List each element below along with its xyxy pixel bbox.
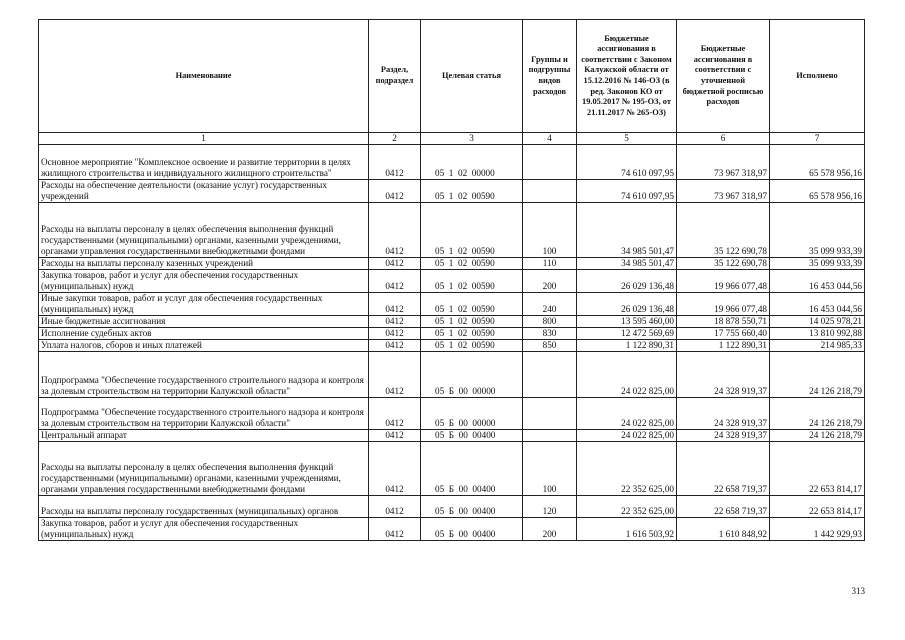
row-law-amount: 24 022 825,00: [577, 352, 677, 398]
row-name: Иные закупки товаров, работ и услуг для обеспечения государственных (муниципальных) нужд: [39, 293, 369, 316]
row-target-article: 05 1 02 00590: [421, 316, 523, 328]
table-row: [39, 270, 865, 293]
table-row: [39, 352, 865, 398]
row-refined-amount: 17 755 660,40: [677, 328, 770, 340]
column-number: 4: [523, 133, 577, 145]
row-executed-amount: 16 453 044,56: [770, 270, 865, 293]
row-executed-amount: 65 578 956,16: [770, 145, 865, 180]
table-row: [39, 316, 865, 328]
row-executed-amount: 13 810 992,88: [770, 328, 865, 340]
row-law-amount: 22 352 625,00: [577, 442, 677, 496]
table-row: [39, 518, 865, 541]
row-executed-amount: 24 126 218,79: [770, 352, 865, 398]
row-name: Иные бюджетные ассигнования: [39, 316, 369, 328]
row-name: Расходы на выплаты персоналу в целях обеспечения выполнения функций государственными (муниципальными) органами, казенными учреждениями, органами управления государственными внебюджетными фондами: [39, 203, 369, 258]
row-executed-amount: 1 442 929,93: [770, 518, 865, 541]
row-expense-group: [523, 352, 577, 398]
row-name: Центральный аппарат: [39, 430, 369, 442]
row-section: 0412: [369, 352, 421, 398]
row-target-article: 05 Б 00 00400: [421, 518, 523, 541]
row-name: Подпрограмма "Обеспечение государственного строительного надзора и контроля за долевым строительством на территории Калужской области": [39, 398, 369, 430]
row-refined-amount: 19 966 077,48: [677, 270, 770, 293]
row-expense-group: 200: [523, 518, 577, 541]
row-name: Расходы на выплаты персоналу казенных учреждений: [39, 258, 369, 270]
table-row: [39, 340, 865, 352]
table-header-row: [39, 20, 865, 133]
row-name: Подпрограмма "Обеспечение государственного строительного надзора и контроля за долевым строительством на территории Калужской области": [39, 352, 369, 398]
table-row: [39, 293, 865, 316]
row-expense-group: [523, 145, 577, 180]
row-target-article: 05 1 02 00590: [421, 203, 523, 258]
row-law-amount: 26 029 136,48: [577, 270, 677, 293]
row-law-amount: 1 616 503,92: [577, 518, 677, 541]
row-law-amount: 22 352 625,00: [577, 496, 677, 518]
column-number-row: [39, 133, 865, 145]
row-target-article: 05 Б 00 00000: [421, 352, 523, 398]
row-law-amount: 24 022 825,00: [577, 398, 677, 430]
row-target-article: 05 Б 00 00400: [421, 442, 523, 496]
row-executed-amount: 214 985,33: [770, 340, 865, 352]
row-expense-group: 850: [523, 340, 577, 352]
header-refined: Бюджетные ассигнования в соответствии с уточненной бюджетной росписью расходов: [677, 20, 770, 133]
row-executed-amount: 35 099 933,39: [770, 258, 865, 270]
row-law-amount: 26 029 136,48: [577, 293, 677, 316]
row-refined-amount: 18 878 550,71: [677, 316, 770, 328]
table-row: [39, 398, 865, 430]
row-expense-group: 240: [523, 293, 577, 316]
row-section: 0412: [369, 145, 421, 180]
row-expense-group: 100: [523, 442, 577, 496]
row-target-article: 05 Б 00 00400: [421, 430, 523, 442]
row-name: Расходы на обеспечение деятельности (оказание услуг) государственных учреждений: [39, 180, 369, 203]
row-law-amount: 24 022 825,00: [577, 430, 677, 442]
row-executed-amount: 24 126 218,79: [770, 398, 865, 430]
row-law-amount: 34 985 501,47: [577, 258, 677, 270]
table-row: [39, 328, 865, 340]
row-expense-group: 200: [523, 270, 577, 293]
header-name: Наименование: [39, 20, 369, 133]
row-target-article: 05 1 02 00590: [421, 293, 523, 316]
column-number: 5: [577, 133, 677, 145]
row-target-article: 05 1 02 00590: [421, 328, 523, 340]
row-refined-amount: 1 610 848,92: [677, 518, 770, 541]
header-law: Бюджетные ассигнования в соответствии с Законом Калужской области от 15.12.2016 № 146-ОЗ (в ред. Законов КО от 19.05.2017 № 195-ОЗ, от 21.11.2017 № 265-ОЗ): [577, 20, 677, 133]
row-name: Закупка товаров, работ и услуг для обеспечения государственных (муниципальных) нужд: [39, 270, 369, 293]
row-target-article: 05 Б 00 00400: [421, 496, 523, 518]
row-refined-amount: 73 967 318,97: [677, 180, 770, 203]
table-row: [39, 258, 865, 270]
table-body: [39, 145, 865, 541]
row-section: 0412: [369, 316, 421, 328]
row-law-amount: 74 610 097,95: [577, 180, 677, 203]
table-row: [39, 180, 865, 203]
row-refined-amount: 22 658 719,37: [677, 496, 770, 518]
row-target-article: 05 1 02 00000: [421, 145, 523, 180]
table-row: [39, 203, 865, 258]
row-section: 0412: [369, 180, 421, 203]
row-section: 0412: [369, 518, 421, 541]
column-number: 1: [39, 133, 369, 145]
header-groups: Группы и подгруппы видов расходов: [523, 20, 577, 133]
header-target: Целевая статья: [421, 20, 523, 133]
page-number: 313: [851, 586, 865, 596]
row-executed-amount: 22 653 814,17: [770, 496, 865, 518]
row-expense-group: 120: [523, 496, 577, 518]
row-section: 0412: [369, 430, 421, 442]
row-name: Основное мероприятие "Комплексное освоение и развитие территории в целях жилищного строительства и индивидуального жилищного строительства": [39, 145, 369, 180]
row-target-article: 05 1 02 00590: [421, 270, 523, 293]
column-number: 6: [677, 133, 770, 145]
column-number: 7: [770, 133, 865, 145]
row-section: 0412: [369, 328, 421, 340]
table-row: [39, 145, 865, 180]
header-section: Раздел, подраздел: [369, 20, 421, 133]
row-refined-amount: 73 967 318,97: [677, 145, 770, 180]
row-target-article: 05 1 02 00590: [421, 180, 523, 203]
row-expense-group: [523, 430, 577, 442]
row-section: 0412: [369, 496, 421, 518]
row-law-amount: 12 472 569,69: [577, 328, 677, 340]
row-name: Расходы на выплаты персоналу государственных (муниципальных) органов: [39, 496, 369, 518]
row-target-article: 05 1 02 00590: [421, 258, 523, 270]
row-target-article: 05 1 02 00590: [421, 340, 523, 352]
row-law-amount: 34 985 501,47: [577, 203, 677, 258]
row-executed-amount: 16 453 044,56: [770, 293, 865, 316]
row-section: 0412: [369, 258, 421, 270]
row-name: Исполнение судебных актов: [39, 328, 369, 340]
row-expense-group: 800: [523, 316, 577, 328]
row-executed-amount: 35 099 933,39: [770, 203, 865, 258]
header-executed: Исполнено: [770, 20, 865, 133]
row-refined-amount: 35 122 690,78: [677, 258, 770, 270]
table-row: [39, 496, 865, 518]
table-row: [39, 442, 865, 496]
row-section: 0412: [369, 203, 421, 258]
row-law-amount: 1 122 890,31: [577, 340, 677, 352]
column-number: 2: [369, 133, 421, 145]
budget-table: [38, 19, 865, 541]
row-name: Уплата налогов, сборов и иных платежей: [39, 340, 369, 352]
row-section: 0412: [369, 293, 421, 316]
row-expense-group: 110: [523, 258, 577, 270]
row-section: 0412: [369, 340, 421, 352]
row-refined-amount: 24 328 919,37: [677, 352, 770, 398]
row-expense-group: 830: [523, 328, 577, 340]
row-law-amount: 74 610 097,95: [577, 145, 677, 180]
row-refined-amount: 24 328 919,37: [677, 430, 770, 442]
row-executed-amount: 22 653 814,17: [770, 442, 865, 496]
row-executed-amount: 65 578 956,16: [770, 180, 865, 203]
row-executed-amount: 14 025 978,21: [770, 316, 865, 328]
row-name: Закупка товаров, работ и услуг для обеспечения государственных (муниципальных) нужд: [39, 518, 369, 541]
row-expense-group: [523, 398, 577, 430]
row-law-amount: 13 595 460,00: [577, 316, 677, 328]
column-number: 3: [421, 133, 523, 145]
row-refined-amount: 1 122 890,31: [677, 340, 770, 352]
row-refined-amount: 35 122 690,78: [677, 203, 770, 258]
row-executed-amount: 24 126 218,79: [770, 430, 865, 442]
row-section: 0412: [369, 398, 421, 430]
row-expense-group: 100: [523, 203, 577, 258]
table-row: [39, 430, 865, 442]
row-target-article: 05 Б 00 00000: [421, 398, 523, 430]
row-refined-amount: 24 328 919,37: [677, 398, 770, 430]
row-section: 0412: [369, 442, 421, 496]
row-refined-amount: 22 658 719,37: [677, 442, 770, 496]
row-expense-group: [523, 180, 577, 203]
row-name: Расходы на выплаты персоналу в целях обеспечения выполнения функций государственными (муниципальными) органами, казенными учреждениями, органами управления государственными внебюджетными фондами: [39, 442, 369, 496]
row-refined-amount: 19 966 077,48: [677, 293, 770, 316]
row-section: 0412: [369, 270, 421, 293]
